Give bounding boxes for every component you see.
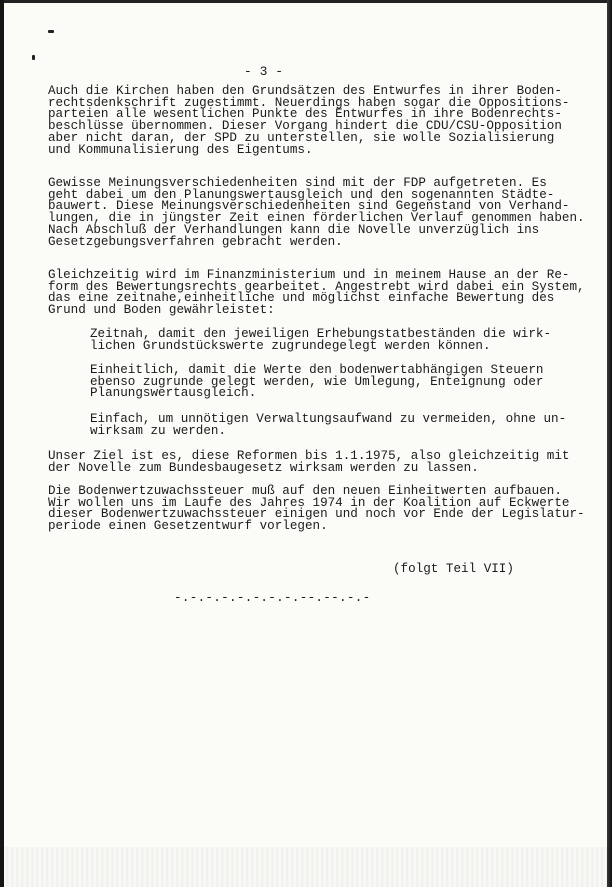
scan-speck xyxy=(32,55,35,60)
scan-speck xyxy=(48,30,54,33)
list-item-zeitnah: Zeitnah, damit den jeweiligen Erhebungstatbeständen die wirk- lichen Grundstückswerte zugrundegelegt werden können. xyxy=(90,327,552,353)
paragraph-land-value-tax: Die Bodenwertzuwachssteuer muß auf den neuen Einheitwerten aufbauen. Wir wollen uns im Laufe des Jahres 1974 in der Koalition auf Eckwerte dieser Bodenwertzuwachssteuer einigen und noch vor Ende der Legislatur- periode einen Gesetzentwurf vorlegen. xyxy=(48,484,585,534)
paragraph-fdp-differences: Gewisse Meinungsverschiedenheiten sind mit der FDP aufgetreten. Es geht dabei um den Planungswertausgleich und den sogenannten Städte- bauwert. Diese Meinungsverschiedenheiten sind Gegenstand von Verhand- lungen, die in jüngster Zeit einen förderlichen Verlauf genommen haben. Nach Abschluß der Verhandlungen kann die Novelle unverzüglich ins Gesetzgebungsverfahren gebracht werden. xyxy=(48,176,585,249)
scan-edge-top xyxy=(0,0,612,3)
scan-edge-left xyxy=(0,0,4,887)
scan-grain xyxy=(0,847,612,887)
continuation-note: (folgt Teil VII) xyxy=(393,562,514,576)
end-separator: -.-.-.-.-.-.-.-.--.--.-.- xyxy=(174,591,371,605)
paragraph-valuation-reform: Gleichzeitig wird im Finanzministerium und in meinem Hause an der Re- form des Bewertungsrechts gearbeitet. Angestrebt wird dabei ein System, das eine zeitnahe,einheitliche und möglichst einfache Bewertung des Grund und Boden gewährleistet: xyxy=(48,268,585,318)
scan-edge-right xyxy=(607,0,612,887)
paragraph-churches: Auch die Kirchen haben den Grundsätzen des Entwurfes in ihrer Boden- rechtsdenkschrift zugestimmt. Neuerdings haben sogar die Oppositions- parteien alle wesentlichen Punkte des Entwurfes in ihre Bodenrechts- beschlüsse übernommen. Dieser Vorgang hindert die CDU/CSU-Opposition aber nicht daran, der SPD zu unterstellen, sie wolle Sozialisierung und Kommunalisierung des Eigentums. xyxy=(48,84,570,157)
page-number: - 3 - xyxy=(244,64,284,79)
list-item-einheitlich: Einheitlich, damit die Werte den bodenwertabhängigen Steuern ebenso zugrunde gelegt werden, wie Umlegung, Enteignung oder Planungswertausgleich. xyxy=(90,363,544,401)
list-item-einfach: Einfach, um unnötigen Verwaltungsaufwand zu vermeiden, ohne un- wirksam zu werden. xyxy=(90,412,567,438)
paragraph-target-date: Unser Ziel ist es, diese Reformen bis 1.1.1975, also gleichzeitig mit der Novelle zum Bundesbaugesetz wirksam werden zu lassen. xyxy=(48,449,570,475)
